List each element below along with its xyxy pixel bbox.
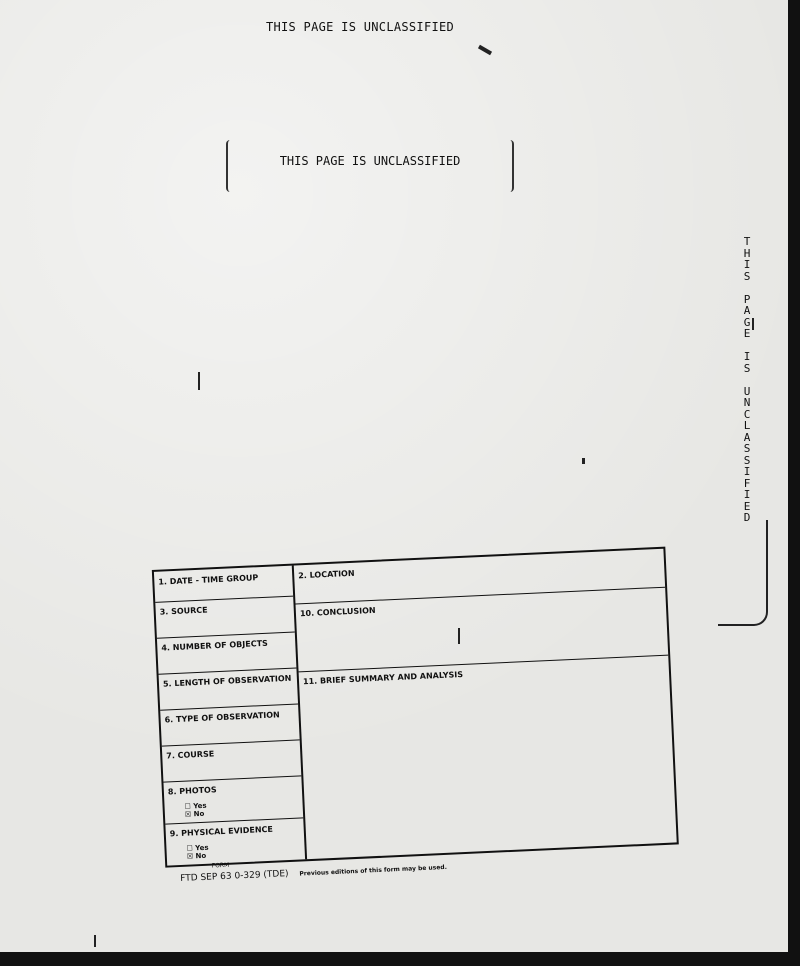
physical-evidence-cell <box>165 817 305 865</box>
footer-form-word: FORM <box>211 861 230 870</box>
photos-yes-option: ☐ Yes <box>184 801 207 811</box>
scan-edge-bottom <box>0 952 800 966</box>
photos-label: 8. PHOTOS <box>167 785 217 797</box>
conclusion-label: 10. CONCLUSION <box>299 605 376 619</box>
photos-no-option: ☒ No <box>184 809 205 819</box>
photos-cell <box>163 775 303 824</box>
form-left-column <box>154 566 307 866</box>
evidence-no-option: ☒ No <box>186 851 207 861</box>
scan-speck <box>94 935 96 947</box>
scan-speck <box>458 628 460 644</box>
scan-speck <box>198 372 200 390</box>
location-label: 2. LOCATION <box>298 568 355 581</box>
scan-edge-right <box>788 0 800 966</box>
side-bracket <box>718 520 768 626</box>
number-of-objects-label: 4. NUMBER OF OBJECTS <box>161 638 268 653</box>
scan-speck <box>752 318 754 330</box>
length-of-observation-label: 5. LENGTH OF OBSERVATION <box>162 673 292 689</box>
top-classification-label: THIS PAGE IS UNCLASSIFIED <box>265 20 455 34</box>
side-classification-label: T H I S P A G E I S U N C L A S S I F I E D <box>743 235 751 524</box>
brief-summary-label: 11. BRIEF SUMMARY AND ANALYSIS <box>302 669 464 687</box>
date-time-group-label: 1. DATE - TIME GROUP <box>158 573 259 587</box>
report-form <box>150 507 675 864</box>
form-box <box>152 547 679 868</box>
brief-summary-cell <box>299 655 677 860</box>
physical-evidence-label: 9. PHYSICAL EVIDENCE <box>169 824 274 839</box>
type-of-observation-label: 6. TYPE OF OBSERVATION <box>164 710 280 725</box>
classification-stamp <box>226 140 514 192</box>
source-label: 3. SOURCE <box>159 605 208 617</box>
stamp-label: THIS PAGE IS UNCLASSIFIED <box>279 154 461 168</box>
evidence-yes-option: ☐ Yes <box>186 843 209 853</box>
scan-speck <box>478 45 492 55</box>
course-label: 7. COURSE <box>166 749 215 761</box>
form-footer <box>180 862 447 884</box>
footer-form-id: FTD SEP 63 0-329 (TDE) <box>180 869 289 884</box>
footer-note: Previous editions of this form may be used. <box>299 863 448 878</box>
scan-speck <box>582 458 585 464</box>
